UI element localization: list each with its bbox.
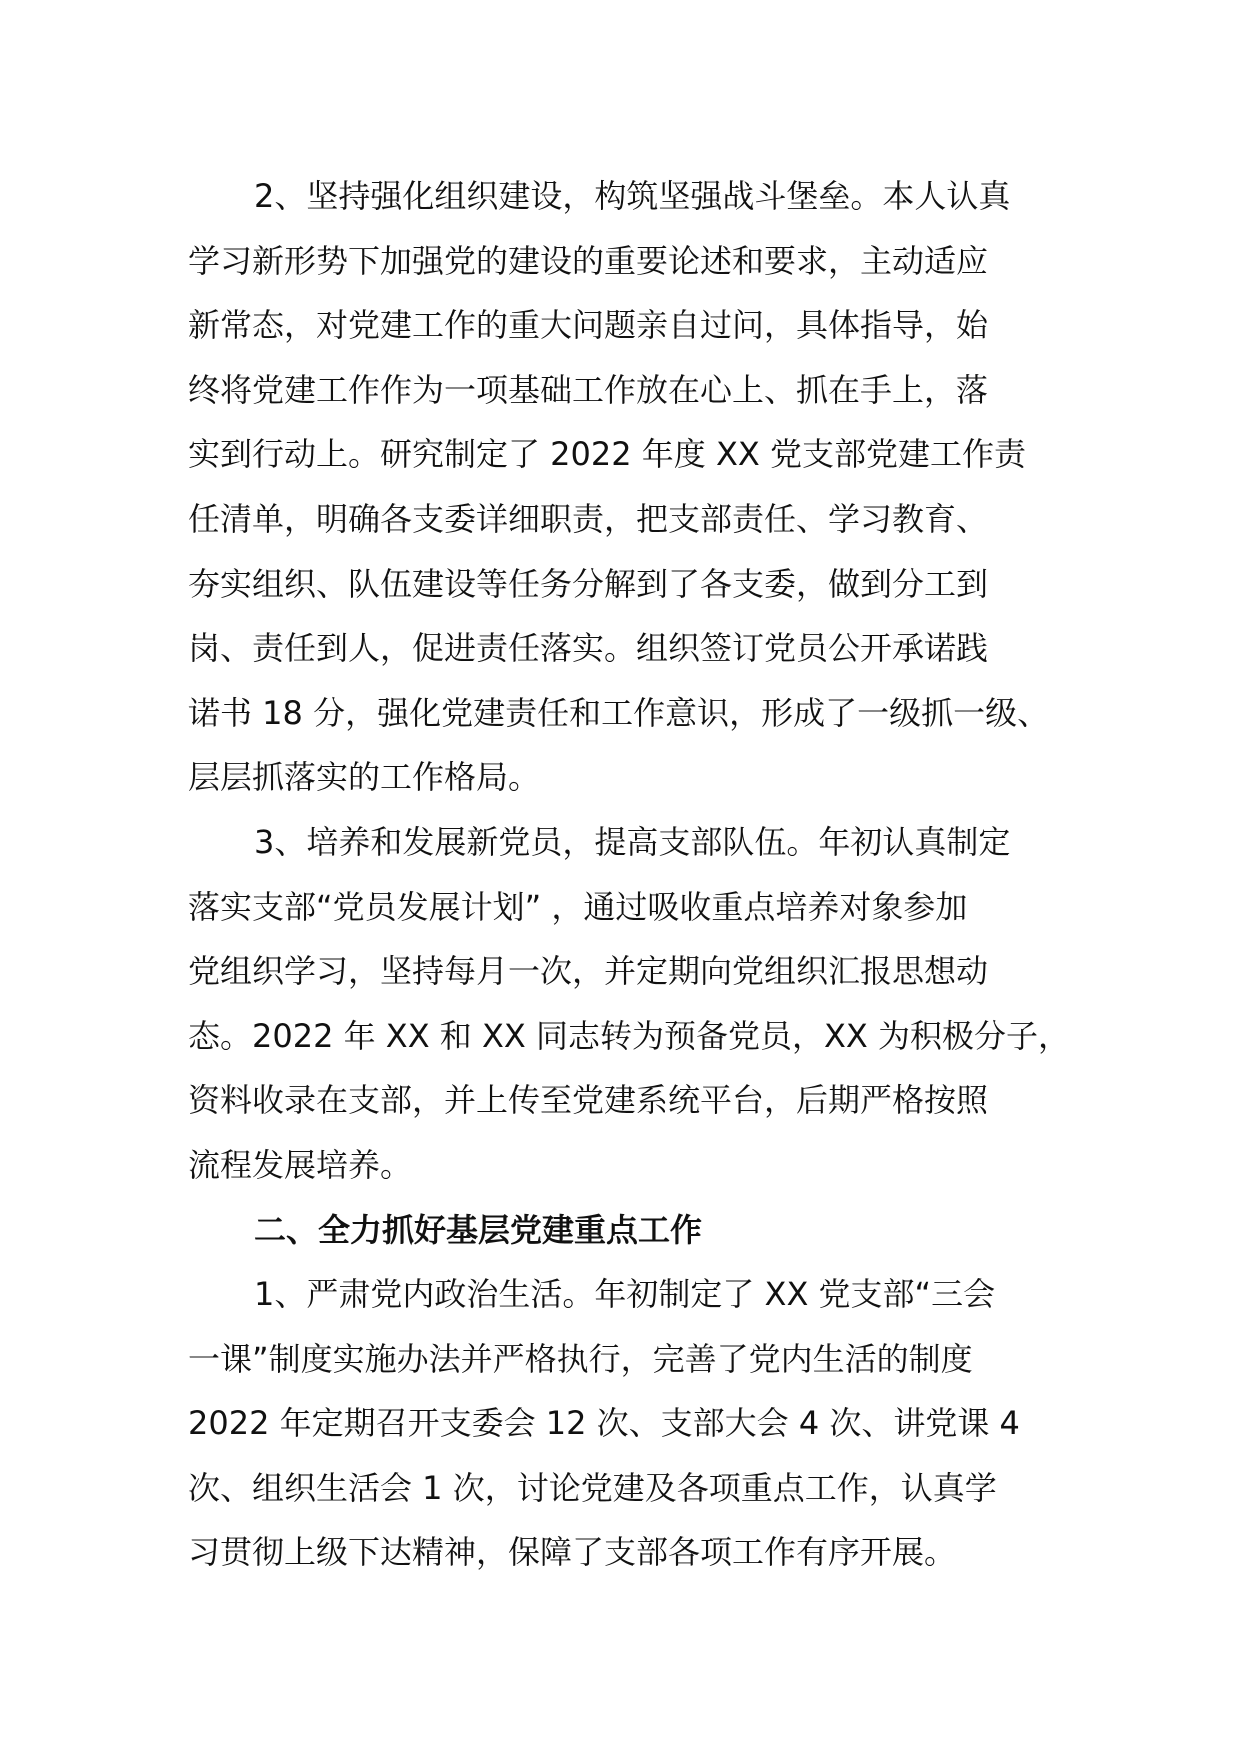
paragraph-line: 岗、责任到人，促进责任落实。组织签订党员公开承诺践 xyxy=(188,629,989,668)
paragraph-line: 习贯彻上级下达精神，保障了支部各项工作有序开展。 xyxy=(188,1533,957,1572)
paragraph-line: 夯实组织、队伍建设等任务分解到了各支委，做到分工到 xyxy=(188,564,989,603)
document-body xyxy=(188,164,1078,1585)
paragraph-line: 1、严肃党内政治生活。年初制定了 XX 党支部“三会 xyxy=(254,1275,996,1314)
paragraph-line: 落实支部“党员发展计划” ，通过吸收重点培养对象参加 xyxy=(188,887,968,926)
paragraph-line: 层层抓落实的工作格局。 xyxy=(188,758,541,797)
section-heading xyxy=(188,1198,1078,1263)
paragraph-line: 学习新形势下加强党的建设的重要论述和要求，主动适应 xyxy=(188,241,989,280)
paragraph-line: 次、组织生活会 1 次，讨论党建及各项重点工作，认真学 xyxy=(188,1468,997,1507)
paragraph-line: 2022 年定期召开支委会 12 次、支部大会 4 次、讲党课 4 xyxy=(188,1404,1020,1443)
paragraph-line: 实到行动上。研究制定了 2022 年度 XX 党支部党建工作责 xyxy=(188,435,1026,474)
paragraph-line: 3、培养和发展新党员，提高支部队伍。年初认真制定 xyxy=(254,822,1011,861)
paragraph-line: 一课”制度实施办法并严格执行，完善了党内生活的制度 xyxy=(188,1339,973,1378)
paragraph-line: 2、坚持强化组织建设，构筑坚强战斗堡垒。本人认真 xyxy=(254,177,1011,215)
paragraph-political-life xyxy=(188,1262,1078,1585)
paragraph-line: 资料收录在支部，并上传至党建系统平台，后期严格按照 xyxy=(188,1081,989,1120)
section-heading-text: 二、全力抓好基层党建重点工作 xyxy=(254,1210,703,1249)
paragraph-line: 终将党建工作作为一项基础工作放在心上、抓在手上，落 xyxy=(188,370,989,409)
paragraph-new-members xyxy=(188,810,1078,1198)
paragraph-line: 新常态，对党建工作的重大问题亲自过问，具体指导，始 xyxy=(188,306,989,345)
paragraph-line: 党组织学习，坚持每月一次，并定期向党组织汇报思想动 xyxy=(188,952,989,991)
paragraph-line: 态。2022 年 XX 和 XX 同志转为预备党员，XX 为积极分子， xyxy=(188,1016,1071,1055)
paragraph-line: 流程发展培养。 xyxy=(188,1145,413,1184)
paragraph-organization-building xyxy=(188,164,1078,810)
paragraph-line: 任清单，明确各支委详细职责，把支部责任、学习教育、 xyxy=(188,499,989,538)
paragraph-line: 诺书 18 分，强化党建责任和工作意识，形成了一级抓一级、 xyxy=(188,693,1050,732)
